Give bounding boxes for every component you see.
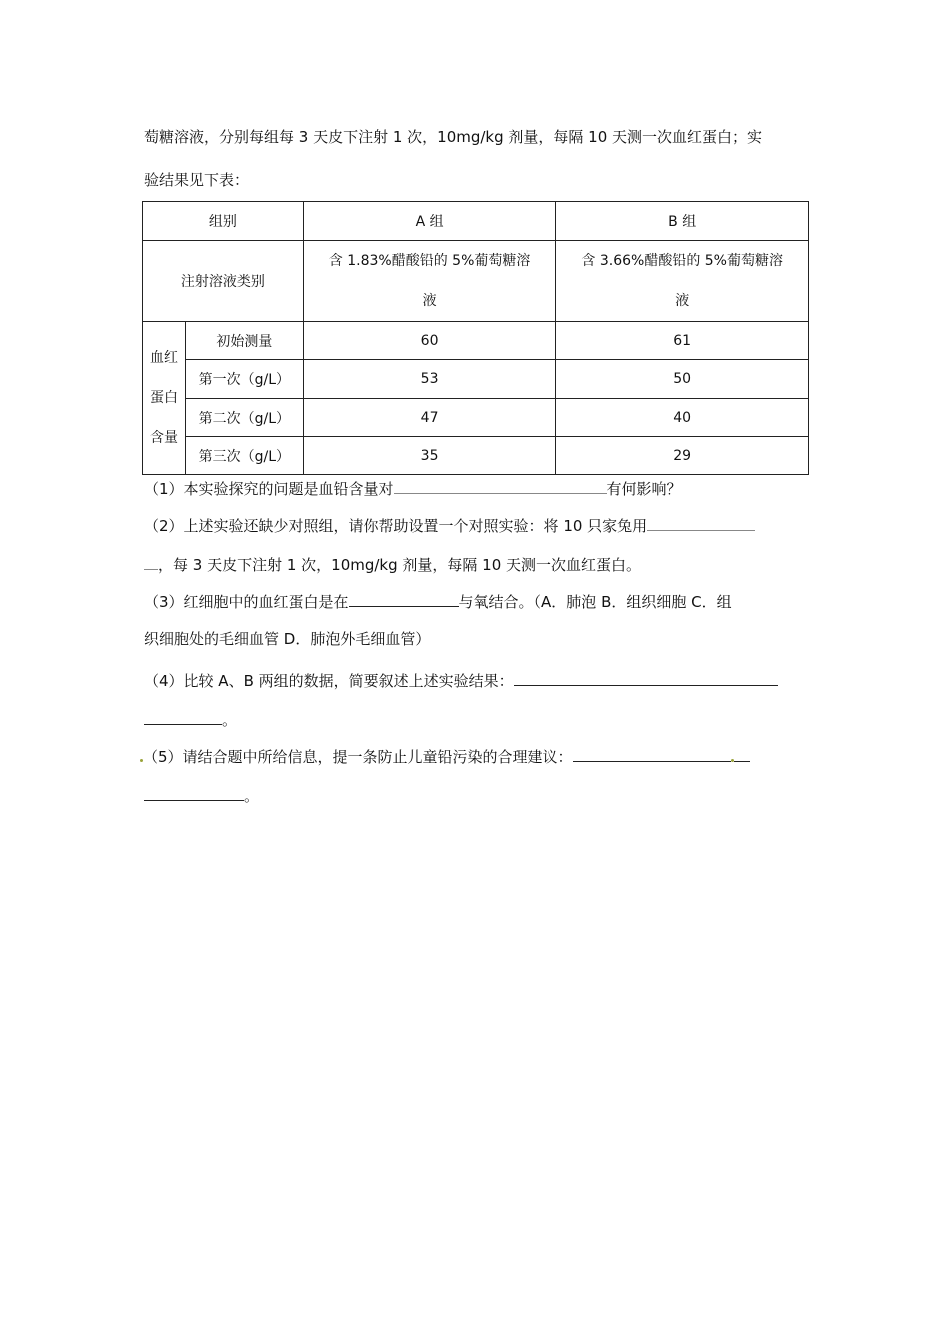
row-value-b: 29 bbox=[556, 437, 809, 475]
solution-label-cell: 注射溶液类别 bbox=[143, 241, 304, 322]
q5-answer-blank-tail[interactable] bbox=[734, 745, 750, 762]
q2-answer-blank[interactable] bbox=[647, 514, 755, 531]
solution-a-line2: 液 bbox=[422, 293, 437, 309]
solution-b-line1: 含 3.66%醋酸铅的 5%葡萄糖溶 bbox=[581, 253, 783, 269]
q4-text-line1: （4）比较 A、B 两组的数据，简要叙述上述实验结果： bbox=[144, 672, 514, 690]
table-row bbox=[143, 360, 809, 399]
q3-answer-blank[interactable] bbox=[349, 590, 459, 607]
table-row bbox=[143, 437, 809, 475]
q2-text-line1: （2）上述实验还缺少对照组，请你帮助设置一个对照实验：将 10 只家兔用 bbox=[144, 517, 648, 535]
q1-text-after: 有何影响？ bbox=[606, 480, 682, 498]
solution-row bbox=[143, 241, 809, 322]
q4-text-end: 。 bbox=[222, 711, 238, 729]
row-group-line2: 蛋白 bbox=[149, 390, 178, 406]
question-5-line-2 bbox=[144, 784, 814, 806]
question-3-line-1 bbox=[144, 590, 814, 612]
intro-line-2: 验结果见下表： bbox=[144, 171, 250, 189]
header-b-cell: B 组 bbox=[556, 202, 809, 241]
table-row bbox=[143, 399, 809, 437]
q2-answer-blank-cont[interactable] bbox=[144, 553, 158, 570]
row-group-line1: 血红 bbox=[149, 350, 178, 366]
row-label: 第二次（g/L） bbox=[185, 399, 303, 437]
question-5-line-1 bbox=[140, 745, 810, 767]
table-header-row bbox=[143, 202, 809, 241]
row-value-b: 61 bbox=[556, 322, 809, 360]
header-a-cell: A 组 bbox=[303, 202, 556, 241]
question-2-line-2 bbox=[144, 553, 814, 575]
q1-answer-blank[interactable] bbox=[394, 477, 607, 494]
row-label: 第三次（g/L） bbox=[185, 437, 303, 475]
results-table bbox=[142, 201, 809, 475]
question-3-line-2: 织细胞处的毛细血管 D．肺泡外毛细血管） bbox=[144, 630, 431, 648]
question-2-line-1 bbox=[144, 514, 814, 536]
row-label: 初始测量 bbox=[185, 322, 303, 360]
question-4-line-1 bbox=[144, 669, 814, 691]
row-group-label bbox=[143, 322, 186, 475]
q5-answer-blank-cont[interactable] bbox=[144, 784, 244, 801]
row-value-b: 50 bbox=[556, 360, 809, 399]
row-value-a: 60 bbox=[303, 322, 556, 360]
solution-b-cell bbox=[556, 241, 809, 322]
table-row bbox=[143, 322, 809, 360]
row-value-a: 53 bbox=[303, 360, 556, 399]
q5-text-line1: （5）请结合题中所给信息，提一条防止儿童铅污染的合理建议： bbox=[143, 748, 573, 766]
question-1 bbox=[144, 477, 814, 499]
q5-text-end: 。 bbox=[244, 787, 260, 805]
header-group-cell: 组别 bbox=[143, 202, 304, 241]
q5-answer-blank[interactable] bbox=[573, 745, 731, 762]
row-value-a: 47 bbox=[303, 399, 556, 437]
q2-text-line2: ，每 3 天皮下注射 1 次，10mg/kg 剂量，每隔 10 天测一次血红蛋白。 bbox=[158, 556, 642, 574]
q3-text-before: （3）红细胞中的血红蛋白是在 bbox=[144, 593, 349, 611]
q3-text-after: 与氧结合。（A．肺泡 B．组织细胞 C．组 bbox=[458, 593, 732, 611]
q4-answer-blank[interactable] bbox=[514, 669, 778, 686]
solution-b-line2: 液 bbox=[675, 293, 690, 309]
row-group-line3: 含量 bbox=[149, 430, 178, 446]
question-4-line-2 bbox=[144, 708, 814, 730]
intro-line-1: 萄糖溶液，分别每组每 3 天皮下注射 1 次，10mg/kg 剂量，每隔 10 天测一次血红蛋白；实 bbox=[144, 128, 763, 146]
q4-answer-blank-cont[interactable] bbox=[144, 708, 222, 725]
solution-a-cell bbox=[303, 241, 556, 322]
solution-a-line1: 含 1.83%醋酸铅的 5%葡萄糖溶 bbox=[328, 253, 531, 269]
row-value-b: 40 bbox=[556, 399, 809, 437]
q1-text-before: （1）本实验探究的问题是血铅含量对 bbox=[144, 480, 394, 498]
row-label: 第一次（g/L） bbox=[185, 360, 303, 399]
row-value-a: 35 bbox=[303, 437, 556, 475]
